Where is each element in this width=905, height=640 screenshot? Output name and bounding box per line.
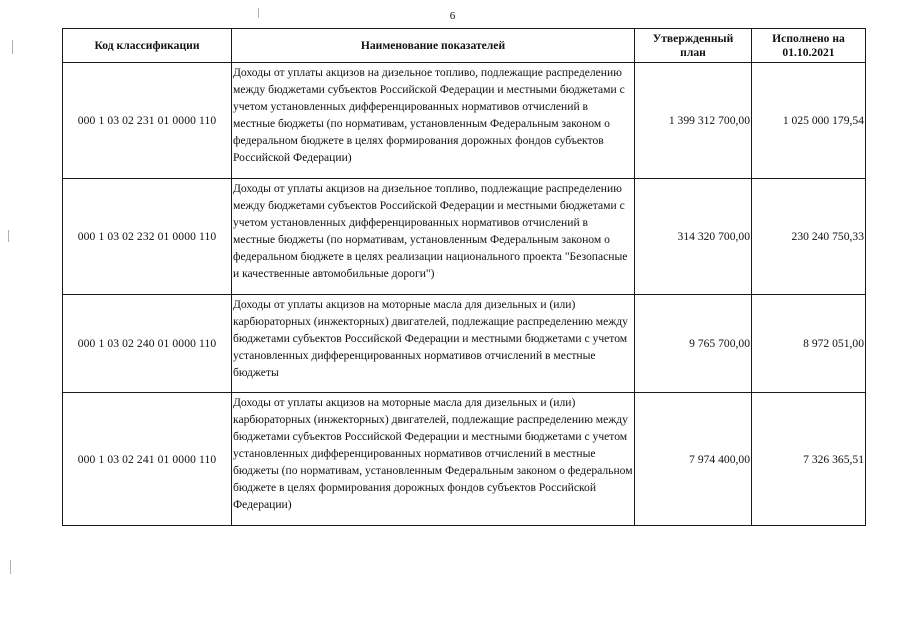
revenue-table (62, 28, 866, 526)
table-row (63, 63, 866, 179)
classification-code: 000 1 03 02 232 01 0000 110 (63, 179, 232, 295)
indicator-name: Доходы от уплаты акцизов на дизельное топливо, подлежащие распределению между бюджетами субъектов Российской Федерации и местными бюджетами с учетом установленных дифференцированных нормативов отчислений в местные бюджеты (по нормативам, установленным Федеральным законом о федеральном бюджете в целях реализации национального проекта "Безопасные и качественные автомобильные дороги") (232, 179, 635, 295)
indicator-name: Доходы от уплаты акцизов на дизельное топливо, подлежащие распределению между бюджетами субъектов Российской Федерации и местными бюджетами с учетом установленных дифференцированных нормативов отчислений в местные бюджеты (по нормативам, установленным Федеральным законом о федеральном бюджете в целях формирования дорожных фондов субъектов Российской Федерации) (232, 63, 635, 179)
header-name: Наименование показателей (232, 29, 635, 63)
header-done: Исполнено на 01.10.2021 (752, 29, 866, 63)
table-row (63, 179, 866, 295)
indicator-name: Доходы от уплаты акцизов на моторные масла для дизельных и (или) карбюраторных (инжекторных) двигателей, подлежащие распределению между бюджетами субъектов Российской Федерации и местными бюджетами с учетом установленных дифференцированных нормативов отчислений в местные бюджеты (по нормативам, установленным Федеральным законом о федеральном бюджете в целях формирования дорожных фондов субъектов Российской Федерации) (232, 393, 635, 526)
approved-plan: 1 399 312 700,00 (635, 63, 752, 179)
scan-artifact-mark (12, 40, 13, 54)
approved-plan: 314 320 700,00 (635, 179, 752, 295)
page-number: 6 (449, 10, 456, 22)
executed-amount: 7 326 365,51 (752, 393, 866, 526)
table-row (63, 295, 866, 393)
executed-amount: 8 972 051,00 (752, 295, 866, 393)
executed-amount: 230 240 750,33 (752, 179, 866, 295)
table-row (63, 393, 866, 526)
classification-code: 000 1 03 02 240 01 0000 110 (63, 295, 232, 393)
indicator-name: Доходы от уплаты акцизов на моторные масла для дизельных и (или) карбюраторных (инжекторных) двигателей, подлежащие распределению между бюджетами субъектов Российской Федерации и местными бюджетами с учетом установленных дифференцированных нормативов отчислений в местные бюджеты (232, 295, 635, 393)
scan-artifact-mark (10, 560, 11, 574)
approved-plan: 7 974 400,00 (635, 393, 752, 526)
table-header-row (63, 29, 866, 63)
scan-artifact-mark (8, 230, 9, 242)
executed-amount: 1 025 000 179,54 (752, 63, 866, 179)
header-plan: Утвержденный план (635, 29, 752, 63)
approved-plan: 9 765 700,00 (635, 295, 752, 393)
classification-code: 000 1 03 02 231 01 0000 110 (63, 63, 232, 179)
classification-code: 000 1 03 02 241 01 0000 110 (63, 393, 232, 526)
scan-artifact-mark (258, 8, 259, 18)
header-code: Код классификации (63, 29, 232, 63)
